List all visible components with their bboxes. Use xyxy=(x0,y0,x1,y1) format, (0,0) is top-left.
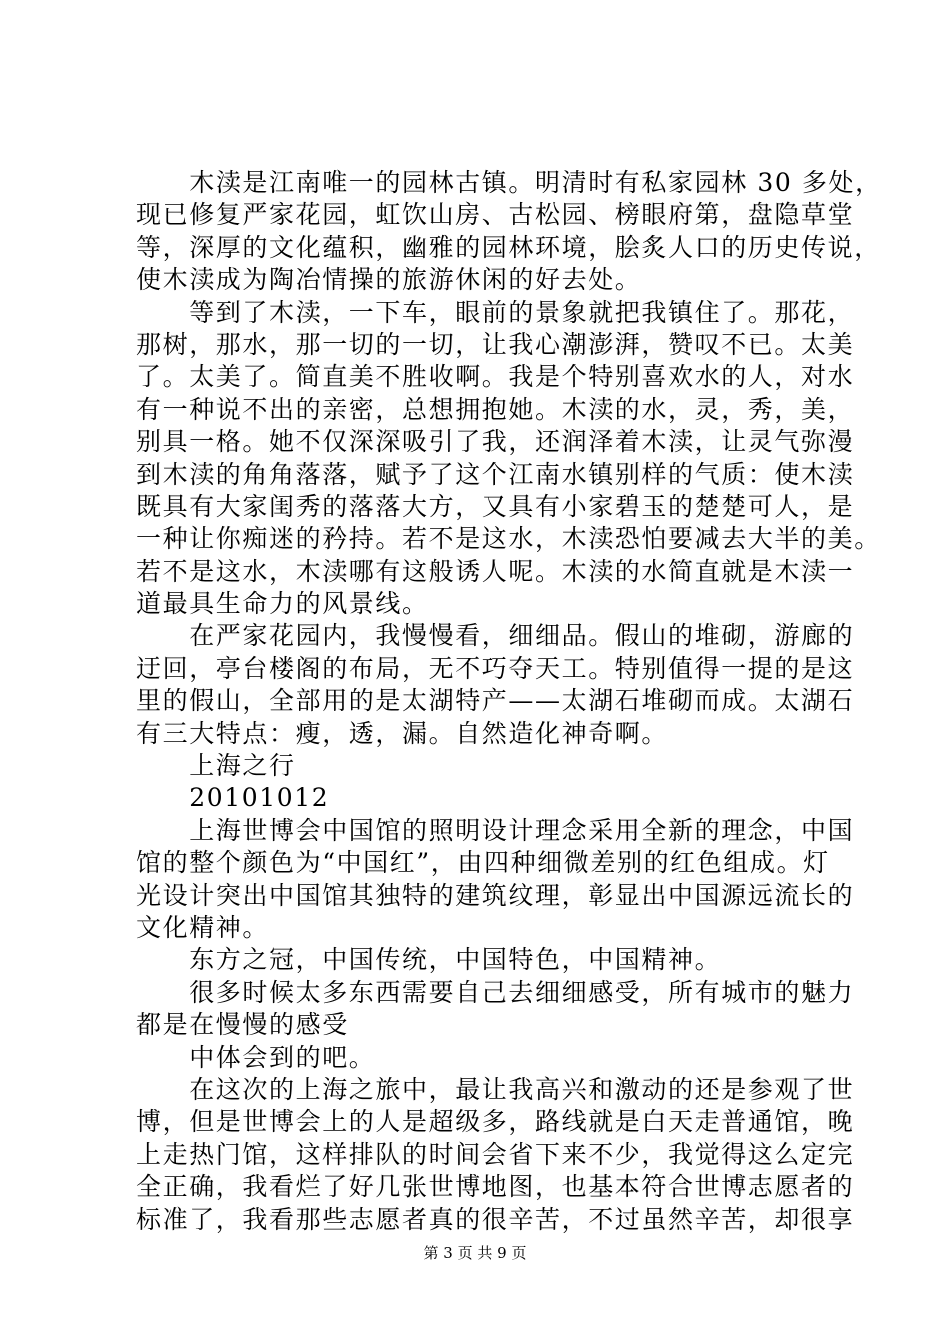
text-line: 既具有大家闺秀的落落大方，又具有小家碧玉的楚楚可人，是 xyxy=(136,491,855,521)
text-line: 馆的整个颜色为“中国红”，由四种细微差别的红色组成。灯 xyxy=(136,848,830,878)
text-line: 博，但是世博会上的人是超级多，路线就是白天走普通馆，晚 xyxy=(136,1107,855,1137)
section-title: 上海之行 xyxy=(136,751,296,781)
text-line: 在这次的上海之旅中，最让我高兴和激动的还是参观了世 xyxy=(136,1074,855,1104)
text-line: 了。太美了。简直美不胜收啊。我是个特别喜欢水的人，对水 xyxy=(136,362,855,392)
text-line: 标准了，我看那些志愿者真的很辛苦，不过虽然辛苦，却很享 xyxy=(136,1204,855,1234)
text-line: 若不是这水，木渎哪有这般诱人呢。木渎的水简直就是木渎一 xyxy=(136,556,855,586)
text-line: 东方之冠，中国传统，中国特色，中国精神。 xyxy=(136,945,722,975)
text-line: 一种让你痴迷的矜持。若不是这水，木渎恐怕要减去大半的美。 xyxy=(136,524,881,554)
text-line: 迂回，亭台楼阁的布局，无不巧夺天工。特别值得一提的是这 xyxy=(136,653,855,683)
text-line: 很多时候太多东西需要自己去细细感受，所有城市的魅力 xyxy=(136,977,855,1007)
text-line: 文化精神。 xyxy=(136,912,270,942)
text-line: 使木渎成为陶冶情操的旅游休闲的好去处。 xyxy=(136,265,642,295)
text-line: 都是在慢慢的感受 xyxy=(136,1010,349,1040)
text-line: 上走热门馆，这样排队的时间会省下来不少，我觉得这么定完 xyxy=(136,1139,855,1169)
text-line: 在严家花园内，我慢慢看，细细品。假山的堆砌，游廊的 xyxy=(136,621,855,651)
document-body xyxy=(136,167,882,1236)
text-line: 道最具生命力的风景线。 xyxy=(136,589,429,619)
text-line: 上海世博会中国馆的照明设计理念采用全新的理念，中国 xyxy=(136,815,855,845)
text-line: 别具一格。她不仅深深吸引了我，还润泽着木渎，让灵气弥漫 xyxy=(136,427,855,457)
text-line: 木渎是江南唯一的园林古镇。明清时有私家园林 30 多处， xyxy=(136,168,882,197)
text-line: 到木渎的角角落落，赋予了这个江南水镇别样的气质：使木渎 xyxy=(136,459,855,489)
text-line: 有三大特点：瘦，透，漏。自然造化神奇啊。 xyxy=(136,718,669,748)
page-number-footer: 第 3 页 共 9 页 xyxy=(423,1244,527,1262)
text-line: 全正确，我看烂了好几张世博地图，也基本符合世博志愿者的 xyxy=(136,1172,855,1202)
section-date: 20101012 xyxy=(136,783,330,813)
text-line: 光设计突出中国馆其独特的建筑纹理，彰显出中国源远流长的 xyxy=(136,880,855,910)
text-line: 中体会到的吧。 xyxy=(136,1042,376,1072)
text-line: 里的假山，全部用的是太湖特产——太湖石堆砌而成。太湖石 xyxy=(136,686,855,716)
text-line: 现已修复严家花园，虹饮山房、古松园、榜眼府第，盘隐草堂 xyxy=(136,200,855,230)
text-line: 那树，那水，那一切的一切，让我心潮澎湃，赞叹不已。太美 xyxy=(136,329,855,359)
text-line: 等，深厚的文化蕴积，幽雅的园林环境，脍炙人口的历史传说， xyxy=(136,232,881,262)
text-line: 等到了木渎，一下车，眼前的景象就把我镇住了。那花， xyxy=(136,297,855,327)
text-line: 有一种说不出的亲密，总想拥抱她。木渎的水，灵，秀，美， xyxy=(136,394,855,424)
